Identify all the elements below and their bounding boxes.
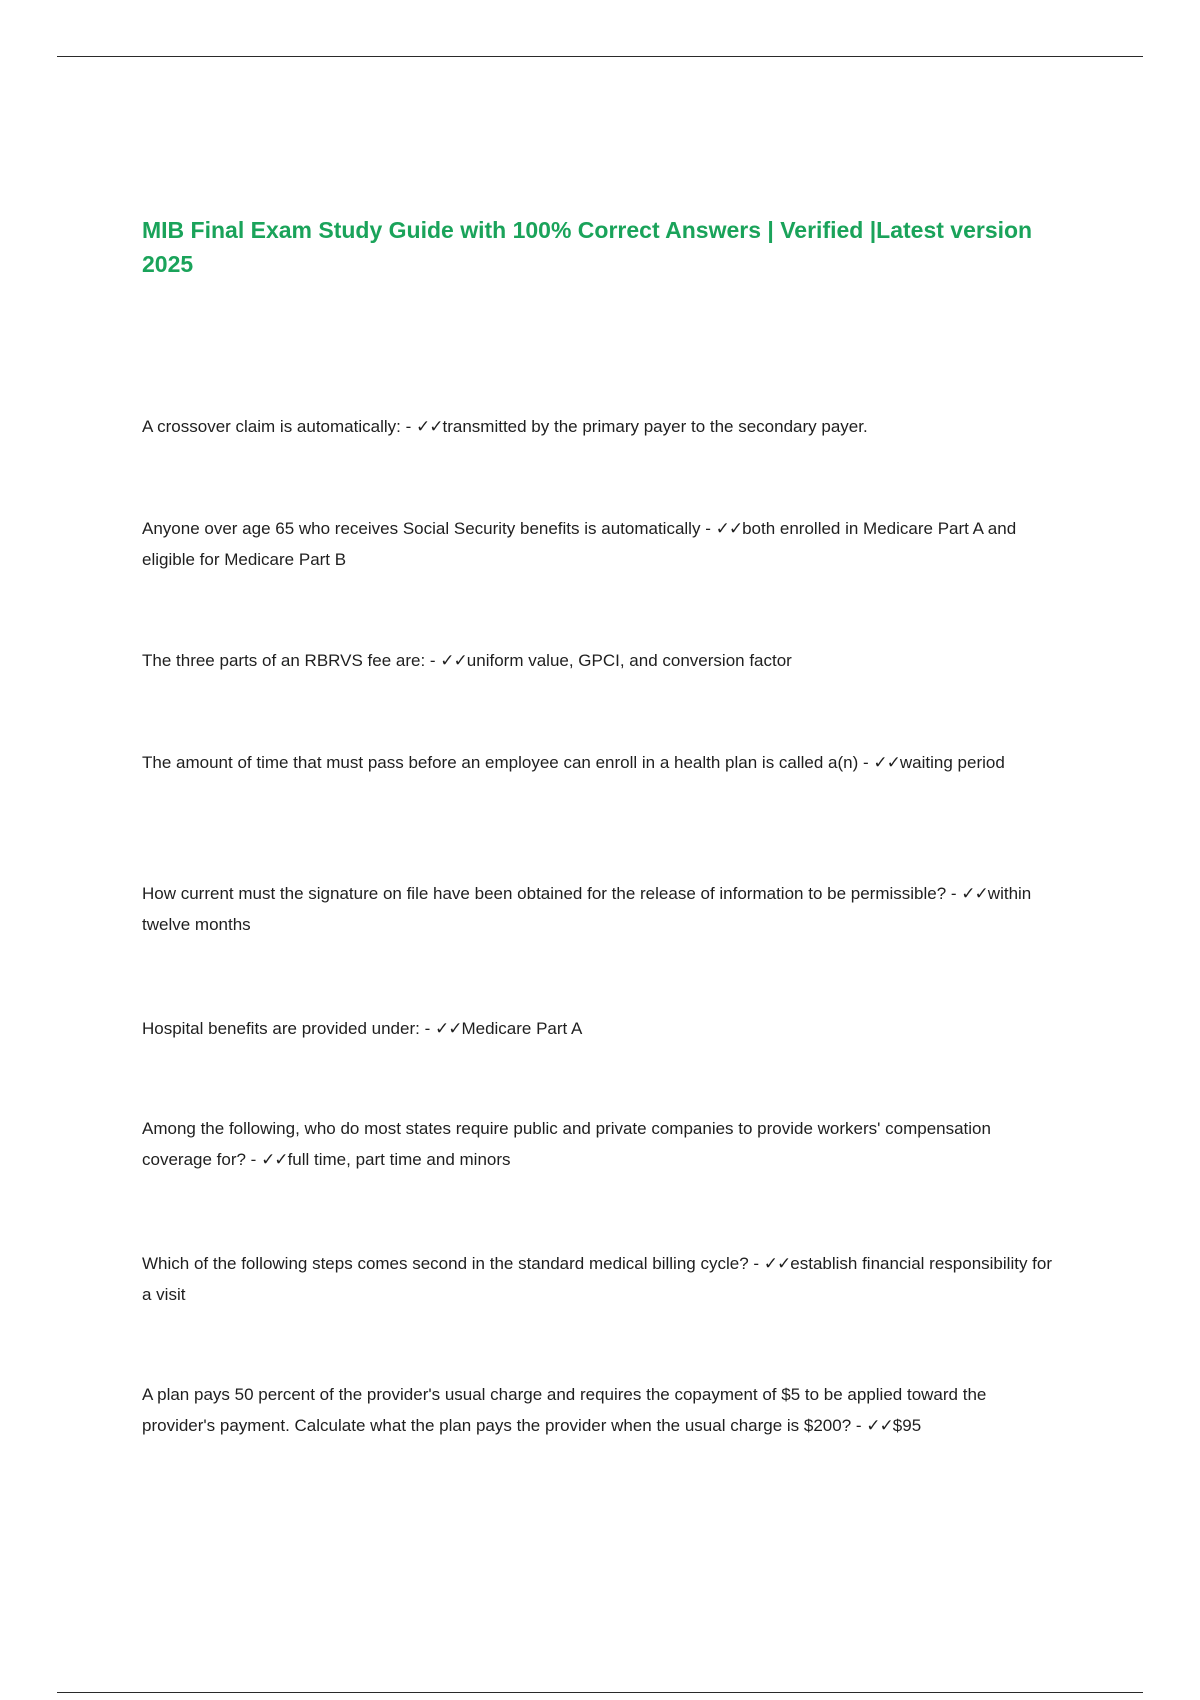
answer-text: both enrolled in Medicare Part A and eligible for Medicare Part B [142,519,1017,569]
separator: - [748,1254,764,1273]
answer-text: $95 [892,1416,922,1435]
check-icon: ✓✓ [434,1019,462,1038]
qa-item-8 [142,1248,1062,1310]
question-text: The amount of time that must pass before an employee can enroll in a health plan is called a(n) [142,753,859,772]
answer-text: full time, part time and minors [287,1150,511,1169]
separator: - [851,1416,867,1435]
qa-item-3 [142,645,1062,676]
answer-text: waiting period [899,753,1005,772]
qa-item-6 [142,1013,1062,1044]
qa-item-4 [142,747,1062,778]
separator: - [700,519,716,538]
question-text: The three parts of an RBRVS fee are: [142,651,426,670]
answer-text: uniform value, GPCI, and conversion factor [466,651,792,670]
question-text: Among the following, who do most states require public and private companies to provide workers' compensation coverage for? [142,1119,991,1169]
check-icon: ✓✓ [763,1254,791,1273]
check-icon: ✓✓ [873,753,900,772]
check-icon: ✓✓ [261,1150,288,1169]
separator: - [858,753,874,772]
qa-item-9 [142,1379,1062,1441]
check-icon: ✓✓ [440,651,467,670]
page-title: MIB Final Exam Study Guide with 100% Correct Answers | Verified |Latest version 2025 [142,217,1033,277]
qa-item-1 [142,411,1062,442]
question-text: How current must the signature on file have been obtained for the release of information to be permissible? [142,884,947,903]
answer-text: within twelve months [142,884,1032,934]
qa-item-2 [142,513,1062,575]
check-icon: ✓✓ [715,519,743,538]
question-text: Which of the following steps comes second in the standard medical billing cycle? [142,1254,749,1273]
separator: - [245,1150,262,1169]
check-icon: ✓✓ [866,1416,893,1435]
separator: - [400,417,416,436]
question-text: Hospital benefits are provided under: [142,1019,420,1038]
question-text: Anyone over age 65 who receives Social Security benefits is automatically [142,519,701,538]
bottom-divider [57,1692,1143,1693]
separator: - [425,651,441,670]
answer-text: Medicare Part A [461,1019,583,1038]
separator: - [419,1019,435,1038]
question-text: A crossover claim is automatically: [142,417,401,436]
answer-text: transmitted by the primary payer to the secondary payer. [442,417,868,436]
qa-item-5 [142,878,1062,940]
separator: - [946,884,962,903]
check-icon: ✓✓ [961,884,988,903]
check-icon: ✓✓ [415,417,443,436]
qa-item-7 [142,1113,1062,1175]
top-divider [57,56,1143,57]
answer-text: establish financial responsibility for a visit [142,1254,1053,1304]
question-text: A plan pays 50 percent of the provider's usual charge and requires the copayment of $5 to be applied toward the provider's payment. Calculate what the plan pays the provider when the usual charge is $200? [142,1385,987,1435]
